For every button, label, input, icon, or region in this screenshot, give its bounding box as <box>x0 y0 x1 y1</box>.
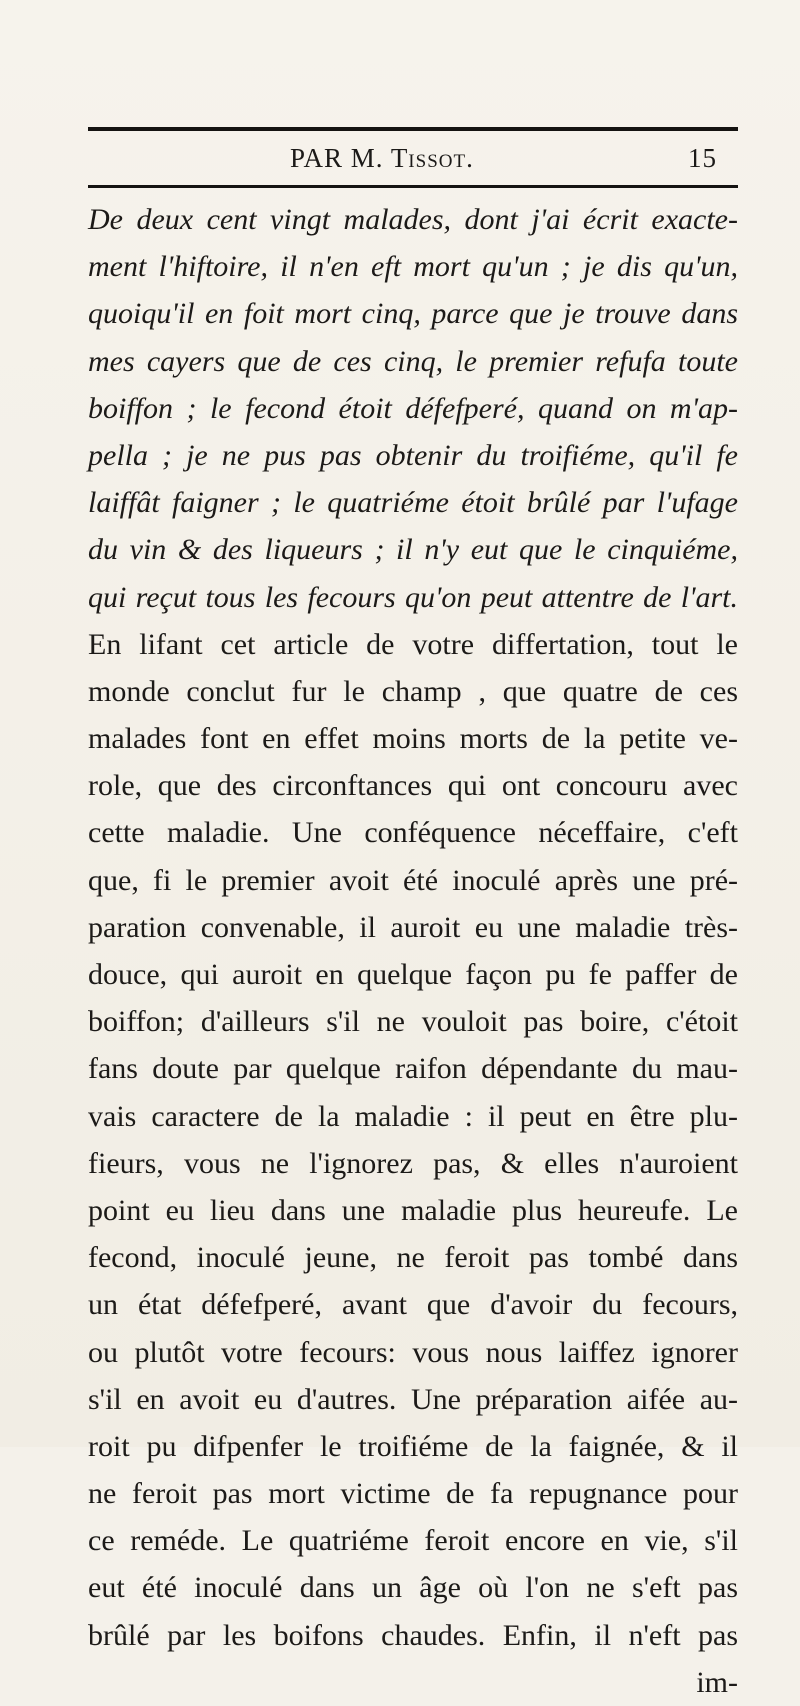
body-text <box>88 196 738 1706</box>
text-line: que, fi le premier avoit été inoculé après une pré- <box>88 863 738 897</box>
text-line: En lifant cet article de votre differtation, tout le <box>88 627 738 661</box>
page-number: 15 <box>688 143 717 173</box>
text-line: douce, qui auroit en quelque façon pu fe paffer de <box>88 958 738 991</box>
header-rule-bottom <box>88 185 738 188</box>
text-line: roit pu difpenfer le troifiéme de la faignée, & il <box>88 1429 738 1463</box>
text-line: eut été inoculé dans un âge où l'on ne s'eft pas <box>88 1571 738 1605</box>
text-line: paration convenable, il auroit eu une maladie très- <box>88 910 738 944</box>
text-line: cette maladie. Une conféquence néceffaire, c'eft <box>88 816 738 850</box>
text-line: quoiqu'il en foit mort cinq, parce que je trouve dans <box>88 297 738 331</box>
text-line: boiffon ; le fecond étoit défefperé, quand on m'ap- <box>88 391 738 425</box>
text-line: du vin & des liqueurs ; il n'y eut que le cinquiéme, <box>88 533 738 567</box>
text-line: fieurs, vous ne l'ignorez pas, & elles n'auroient <box>88 1146 738 1180</box>
text-line: boiffon; d'ailleurs s'il ne vouloit pas boire, c'étoit <box>88 1005 738 1039</box>
text-line: fans doute par quelque raifon dépendante du mau- <box>88 1052 738 1086</box>
text-line: point eu lieu dans une maladie plus heureufe. Le <box>88 1193 738 1227</box>
text-line: laiffât faigner ; le quatriéme étoit brûlé par l'ufage <box>88 486 738 520</box>
text-line: fecond, inoculé jeune, ne feroit pas tombé dans <box>88 1241 738 1275</box>
text-line: De deux cent vingt malades, dont j'ai écrit exacte- <box>88 203 738 236</box>
catchword: im- <box>696 1665 738 1699</box>
text-line: pella ; je ne pus pas obtenir du troifiéme, qu'il fe <box>88 438 738 472</box>
text-line: mes cayers que de ces cinq, le premier refufa toute <box>88 344 738 378</box>
text-line: vais caractere de la maladie : il peut en être plu- <box>88 1099 738 1133</box>
text-line: ment l'hiftoire, il n'en eft mort qu'un ; je dis qu'un, <box>88 250 738 284</box>
header-rule-top <box>88 127 738 131</box>
text-line: brûlé par les boifons chaudes. Enfin, il n'eft pas <box>88 1618 738 1652</box>
text-line: ce reméde. Le quatriéme feroit encore en vie, s'il <box>88 1524 738 1558</box>
text-line: s'il en avoit eu d'autres. Une préparation aifée au- <box>88 1382 738 1416</box>
text-line: qui reçut tous les fecours qu'on peut attentre de l'art. <box>88 580 738 614</box>
running-head: PAR M. Tissot. <box>290 143 474 173</box>
text-line: un état défefperé, avant que d'avoir du fecours, <box>88 1288 738 1322</box>
text-line: role, que des circonftances qui ont concouru avec <box>88 769 738 803</box>
text-line: ne feroit pas mort victime de fa repugnance pour <box>88 1477 738 1511</box>
text-line: ou plutôt votre fecours: vous nous laiffez ignorer <box>88 1335 738 1369</box>
text-line: malades font en effet moins morts de la petite ve- <box>88 722 738 756</box>
text-line: monde conclut fur le champ , que quatre de ces <box>88 674 738 708</box>
